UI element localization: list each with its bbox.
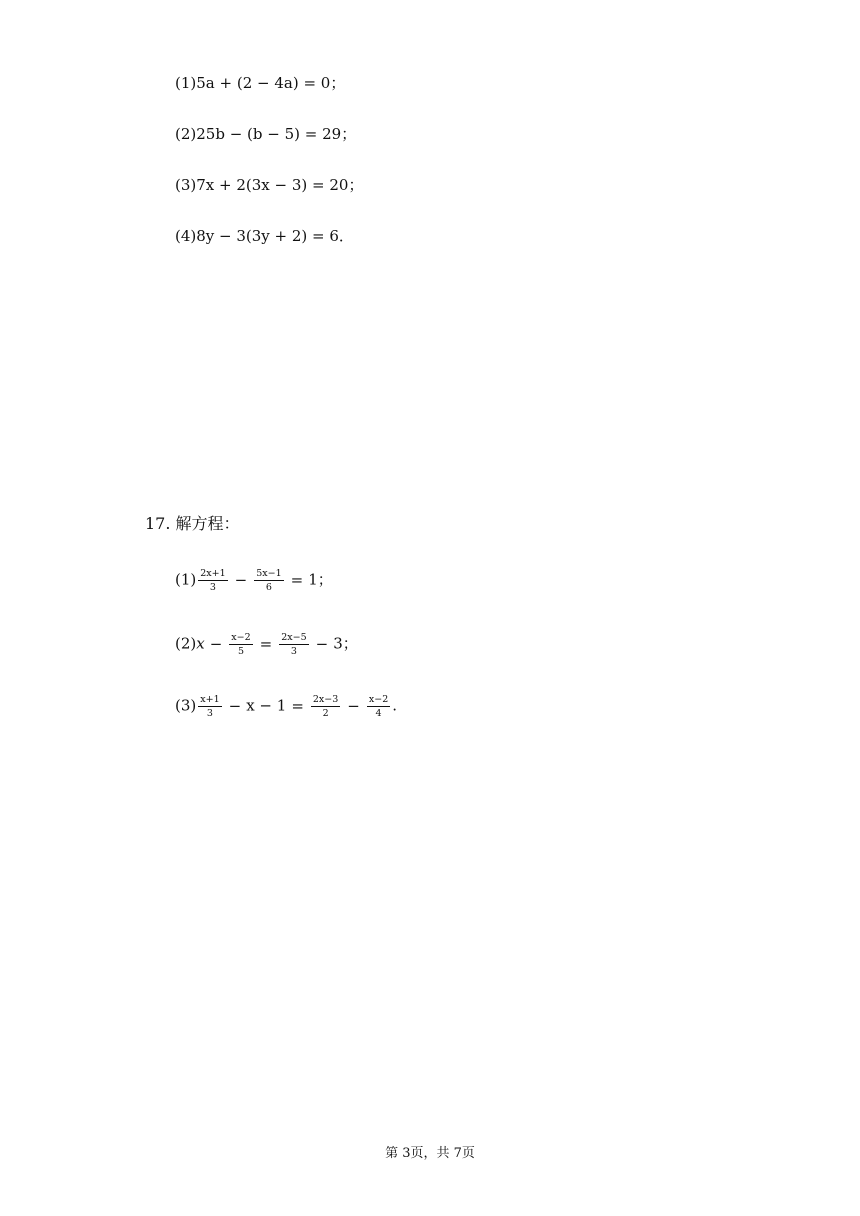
denominator: 3: [209, 582, 216, 593]
minus-sign: −: [209, 634, 223, 653]
denominator: 3: [290, 646, 297, 657]
equation-a1: [175, 73, 345, 93]
equation-a3: [175, 175, 363, 195]
numerator: x+1: [200, 694, 220, 705]
end-punct: ；: [342, 634, 358, 653]
fraction: [229, 632, 252, 657]
minus-sign: −: [315, 634, 329, 653]
equals-sign: =: [259, 634, 273, 653]
equation-label: (4): [175, 227, 197, 245]
denominator: 3: [206, 708, 213, 719]
page-number: 第 3页，共 7页: [385, 1146, 475, 1161]
denominator: 5: [237, 646, 244, 657]
variable: x: [196, 634, 205, 653]
end-punct: .: [392, 696, 398, 715]
equation-text: 7x + 2(3x − 3) = 20；: [196, 176, 364, 194]
numerator: x−2: [231, 632, 251, 643]
middle-term: x − 1: [246, 696, 287, 715]
fraction: [367, 694, 390, 719]
equals-sign: =: [291, 696, 304, 715]
denominator: 6: [265, 582, 272, 593]
numerator: 2x−5: [281, 632, 307, 643]
fraction: [198, 694, 221, 719]
equation-label: (1): [175, 570, 197, 589]
equation-label: (1): [175, 74, 197, 92]
question-17-heading: [145, 513, 240, 535]
equation-text: 5a + (2 − 4a) = 0；: [196, 74, 346, 92]
fraction: [279, 632, 308, 657]
numerator: 2x−3: [312, 694, 339, 705]
equation-label: (2): [175, 125, 197, 143]
denominator: 2: [322, 708, 329, 719]
equation-a2: [175, 124, 356, 144]
equation-label: (3): [175, 696, 197, 715]
equation-label: (2): [175, 634, 197, 653]
numerator: 2x+1: [200, 568, 226, 579]
end-punct: ；: [317, 570, 333, 589]
equation-a4: [175, 226, 354, 246]
numerator: x−2: [368, 694, 389, 705]
denominator: 4: [375, 708, 382, 719]
equation-text: 8y − 3(3y + 2) = 6．: [196, 227, 354, 245]
equation-17-3: [175, 694, 397, 719]
equals-sign: =: [290, 570, 304, 589]
minus-sign: −: [234, 570, 248, 589]
constant: 3: [333, 634, 343, 653]
fraction: [254, 568, 283, 593]
equation-label: (3): [175, 176, 197, 194]
rhs-value: 1: [308, 570, 318, 589]
minus-sign: −: [228, 696, 242, 715]
question-number: 17.: [145, 514, 171, 533]
fraction: [198, 568, 227, 593]
page-footer: [0, 1145, 860, 1163]
question-title: 解方程：: [175, 514, 240, 533]
equation-17-1: [175, 568, 333, 593]
equation-17-2: [175, 632, 358, 657]
equation-text: 25b − (b − 5) = 29；: [196, 125, 357, 143]
numerator: 5x−1: [256, 568, 282, 579]
fraction: [311, 694, 340, 719]
minus-sign: −: [347, 696, 360, 715]
